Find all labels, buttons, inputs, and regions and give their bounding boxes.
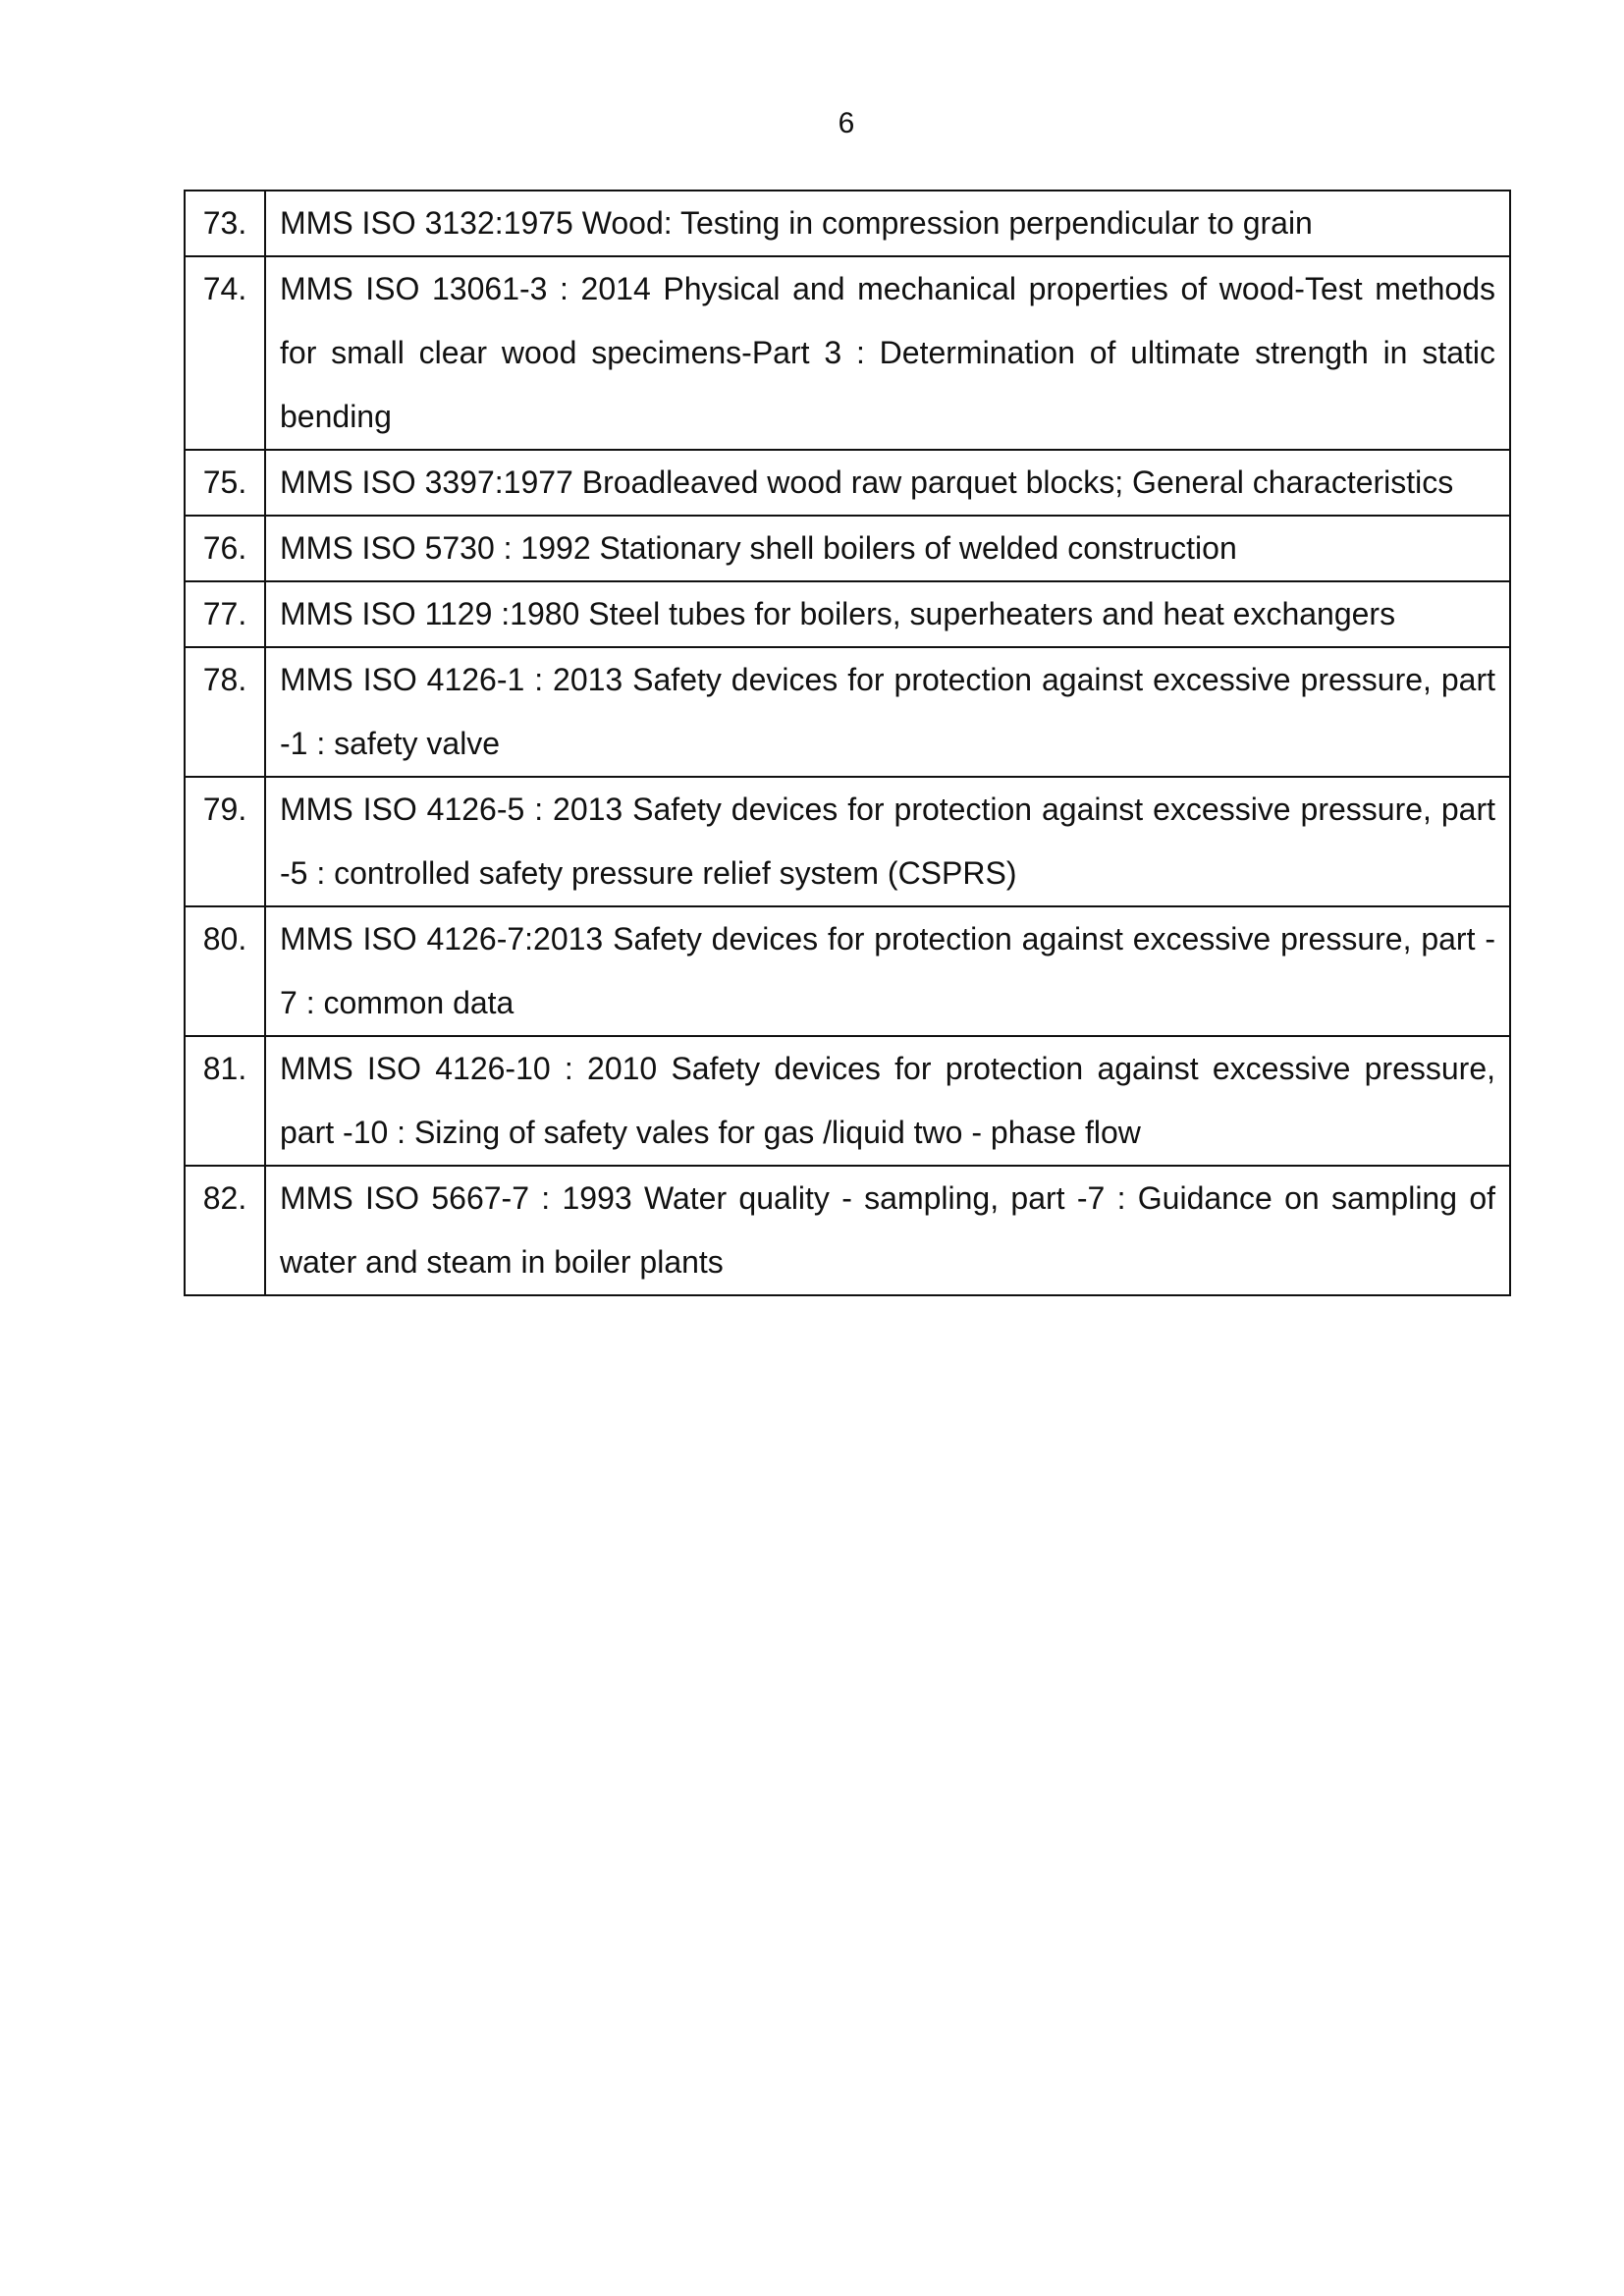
row-number: 77. <box>185 581 265 647</box>
table-row <box>185 450 1510 516</box>
table-row <box>185 581 1510 647</box>
row-number: 74. <box>185 256 265 450</box>
row-number: 79. <box>185 777 265 906</box>
row-number: 75. <box>185 450 265 516</box>
standard-description: MMS ISO 13061-3 : 2014 Physical and mechanical properties of wood-Test methods for small clear wood specimens-Part 3 : Determination of ultimate strength in static bending <box>265 256 1510 450</box>
row-number: 81. <box>185 1036 265 1166</box>
row-number: 73. <box>185 191 265 256</box>
table-row <box>185 516 1510 581</box>
table-row <box>185 1036 1510 1166</box>
standard-description: MMS ISO 3132:1975 Wood: Testing in compression perpendicular to grain <box>265 191 1510 256</box>
standard-description: MMS ISO 4126-7:2013 Safety devices for protection against excessive pressure, part - 7 : common data <box>265 906 1510 1036</box>
row-number: 80. <box>185 906 265 1036</box>
standard-description: MMS ISO 5730 : 1992 Stationary shell boilers of welded construction <box>265 516 1510 581</box>
table-row <box>185 647 1510 777</box>
standard-description: MMS ISO 4126-5 : 2013 Safety devices for protection against excessive pressure, part -5 : controlled safety pressure relief system (CSPRS) <box>265 777 1510 906</box>
row-number: 76. <box>185 516 265 581</box>
table-row <box>185 1166 1510 1295</box>
row-number: 82. <box>185 1166 265 1295</box>
table-row <box>185 777 1510 906</box>
table-row <box>185 191 1510 256</box>
standard-description: MMS ISO 3397:1977 Broadleaved wood raw parquet blocks; General characteristics <box>265 450 1510 516</box>
row-number: 78. <box>185 647 265 777</box>
standard-description: MMS ISO 4126-10 : 2010 Safety devices for protection against excessive pressure, part -10 : Sizing of safety vales for gas /liquid two - phase flow <box>265 1036 1510 1166</box>
standard-description: MMS ISO 5667-7 : 1993 Water quality - sampling, part -7 : Guidance on sampling of water and steam in boiler plants <box>265 1166 1510 1295</box>
page-number: 6 <box>838 107 855 139</box>
table-row <box>185 906 1510 1036</box>
standard-description: MMS ISO 4126-1 : 2013 Safety devices for protection against excessive pressure, part -1 : safety valve <box>265 647 1510 777</box>
standards-table <box>184 190 1511 1296</box>
table-row <box>185 256 1510 450</box>
standard-description: MMS ISO 1129 :1980 Steel tubes for boilers, superheaters and heat exchangers <box>265 581 1510 647</box>
